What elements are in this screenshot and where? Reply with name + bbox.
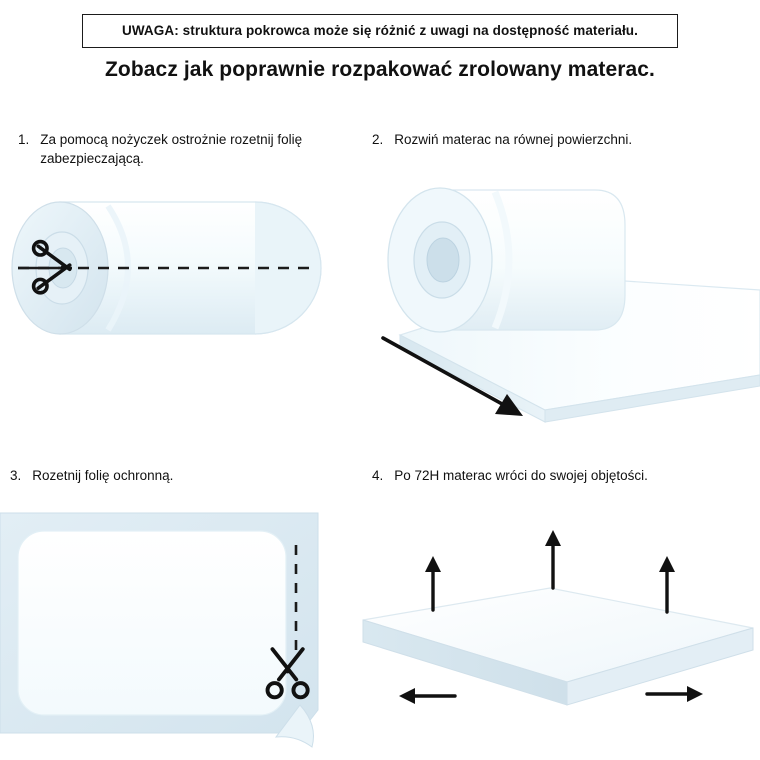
step-1-label: Za pomocą nożyczek ostrożnie rozetnij folię zabezpieczającą. [40, 132, 303, 167]
step-3-number: 3. [10, 468, 22, 483]
step-4-label: Po 72H materac wróci do swojej objętości. [394, 468, 648, 483]
expanded-mattress-shape [363, 588, 753, 705]
mattress-roll-shape [388, 188, 625, 332]
step-2-label: Rozwiń materac na równej powierzchni. [394, 132, 633, 147]
illustration-step-1 [0, 180, 340, 410]
page-title: Zobacz jak poprawnie rozpakować zrolowany materac. [105, 58, 655, 81]
step-1-number: 1. [18, 132, 30, 147]
step-3-text [10, 466, 310, 485]
step-2-number: 2. [372, 132, 384, 147]
illustration-step-4 [345, 500, 760, 760]
step-4-text [372, 466, 702, 485]
step-1-text [18, 130, 318, 168]
illustration-step-2 [345, 170, 760, 435]
notice-banner: UWAGA: struktura pokrowca może się różnić z uwagi na dostępność materiału. [82, 14, 678, 48]
step-2-text [372, 130, 692, 149]
illustration-step-3 [0, 505, 345, 760]
mattress-shape [18, 531, 286, 715]
step-3-label: Rozetnij folię ochronną. [32, 468, 174, 483]
step-4-number: 4. [372, 468, 384, 483]
